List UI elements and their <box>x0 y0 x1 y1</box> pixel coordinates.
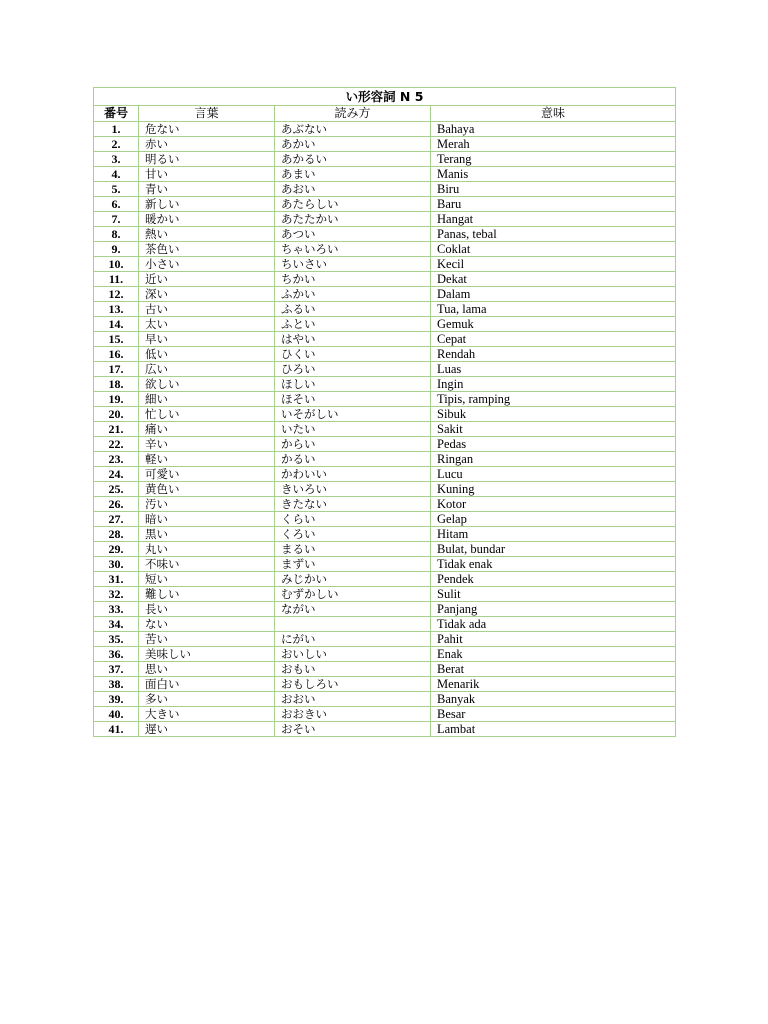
row-meaning: Luas <box>431 362 676 377</box>
row-word: 不味い <box>139 557 275 572</box>
row-reading: きたない <box>275 497 431 512</box>
table-row <box>94 497 676 512</box>
row-number: 20. <box>94 407 139 422</box>
table-row <box>94 392 676 407</box>
row-number: 39. <box>94 692 139 707</box>
row-meaning: Tidak ada <box>431 617 676 632</box>
row-meaning: Menarik <box>431 677 676 692</box>
row-word: 低い <box>139 347 275 362</box>
row-number: 25. <box>94 482 139 497</box>
table-row <box>94 437 676 452</box>
row-number: 22. <box>94 437 139 452</box>
row-meaning: Dekat <box>431 272 676 287</box>
row-word: 忙しい <box>139 407 275 422</box>
row-number: 2. <box>94 137 139 152</box>
row-word: 美味しい <box>139 647 275 662</box>
row-number: 15. <box>94 332 139 347</box>
row-meaning: Ringan <box>431 452 676 467</box>
row-number: 40. <box>94 707 139 722</box>
row-reading: むずかしい <box>275 587 431 602</box>
header-reading: 読み方 <box>275 106 431 122</box>
row-meaning: Tidak enak <box>431 557 676 572</box>
row-reading: はやい <box>275 332 431 347</box>
row-reading: まずい <box>275 557 431 572</box>
row-meaning: Ingin <box>431 377 676 392</box>
row-meaning: Coklat <box>431 242 676 257</box>
row-number: 14. <box>94 317 139 332</box>
table-row <box>94 647 676 662</box>
row-number: 26. <box>94 497 139 512</box>
title-row <box>94 88 676 106</box>
row-word: 甘い <box>139 167 275 182</box>
row-number: 41. <box>94 722 139 737</box>
row-meaning: Sibuk <box>431 407 676 422</box>
row-meaning: Tipis, ramping <box>431 392 676 407</box>
row-word: 広い <box>139 362 275 377</box>
table-row <box>94 707 676 722</box>
row-number: 33. <box>94 602 139 617</box>
row-reading: ひろい <box>275 362 431 377</box>
row-reading: おおい <box>275 692 431 707</box>
row-reading: ふかい <box>275 287 431 302</box>
row-reading: あまい <box>275 167 431 182</box>
table-row <box>94 347 676 362</box>
row-reading: にがい <box>275 632 431 647</box>
row-word: 辛い <box>139 437 275 452</box>
table-row <box>94 617 676 632</box>
vocab-table <box>93 87 676 737</box>
row-reading: ちゃいろい <box>275 242 431 257</box>
row-number: 32. <box>94 587 139 602</box>
row-word: 早い <box>139 332 275 347</box>
row-number: 38. <box>94 677 139 692</box>
row-meaning: Tua, lama <box>431 302 676 317</box>
row-word: 茶色い <box>139 242 275 257</box>
row-number: 7. <box>94 212 139 227</box>
row-reading: くろい <box>275 527 431 542</box>
row-meaning: Pedas <box>431 437 676 452</box>
table-row <box>94 182 676 197</box>
row-reading: まるい <box>275 542 431 557</box>
row-meaning: Kecil <box>431 257 676 272</box>
row-word: 青い <box>139 182 275 197</box>
row-meaning: Bahaya <box>431 122 676 137</box>
row-word: 多い <box>139 692 275 707</box>
row-meaning: Panjang <box>431 602 676 617</box>
table-row <box>94 572 676 587</box>
table-row <box>94 512 676 527</box>
row-word: 暖かい <box>139 212 275 227</box>
table-row <box>94 332 676 347</box>
row-meaning: Banyak <box>431 692 676 707</box>
table-row <box>94 722 676 737</box>
row-word: 大きい <box>139 707 275 722</box>
row-meaning: Sakit <box>431 422 676 437</box>
row-number: 23. <box>94 452 139 467</box>
table-row <box>94 197 676 212</box>
row-number: 28. <box>94 527 139 542</box>
row-reading: みじかい <box>275 572 431 587</box>
header-row <box>94 106 676 122</box>
table-row <box>94 557 676 572</box>
row-meaning: Pahit <box>431 632 676 647</box>
row-reading: いそがしい <box>275 407 431 422</box>
row-word: 細い <box>139 392 275 407</box>
row-number: 11. <box>94 272 139 287</box>
row-reading: ほしい <box>275 377 431 392</box>
header-meaning: 意味 <box>431 106 676 122</box>
table-row <box>94 677 676 692</box>
row-meaning: Baru <box>431 197 676 212</box>
table-title: い形容詞 N 5 <box>94 88 676 106</box>
row-word: 深い <box>139 287 275 302</box>
row-number: 37. <box>94 662 139 677</box>
row-reading: ちかい <box>275 272 431 287</box>
table-row <box>94 287 676 302</box>
row-number: 30. <box>94 557 139 572</box>
row-meaning: Hitam <box>431 527 676 542</box>
row-word: 丸い <box>139 542 275 557</box>
table-row <box>94 212 676 227</box>
row-word: 危ない <box>139 122 275 137</box>
row-meaning: Gelap <box>431 512 676 527</box>
table-row <box>94 227 676 242</box>
row-word: 黄色い <box>139 482 275 497</box>
row-reading <box>275 617 431 632</box>
table-row <box>94 662 676 677</box>
row-reading: あおい <box>275 182 431 197</box>
row-word: 遅い <box>139 722 275 737</box>
row-meaning: Lambat <box>431 722 676 737</box>
row-reading: いたい <box>275 422 431 437</box>
row-number: 8. <box>94 227 139 242</box>
table-row <box>94 152 676 167</box>
row-meaning: Gemuk <box>431 317 676 332</box>
row-number: 36. <box>94 647 139 662</box>
table-row <box>94 137 676 152</box>
row-number: 3. <box>94 152 139 167</box>
row-meaning: Terang <box>431 152 676 167</box>
row-reading: おもしろい <box>275 677 431 692</box>
table-row <box>94 377 676 392</box>
table-row <box>94 602 676 617</box>
row-meaning: Dalam <box>431 287 676 302</box>
row-reading: きいろい <box>275 482 431 497</box>
row-number: 17. <box>94 362 139 377</box>
row-word: 欲しい <box>139 377 275 392</box>
row-number: 1. <box>94 122 139 137</box>
table-row <box>94 242 676 257</box>
table-row <box>94 167 676 182</box>
row-number: 12. <box>94 287 139 302</box>
row-reading: おおきい <box>275 707 431 722</box>
table-row <box>94 422 676 437</box>
table-row <box>94 407 676 422</box>
row-meaning: Hangat <box>431 212 676 227</box>
row-meaning: Biru <box>431 182 676 197</box>
row-word: 近い <box>139 272 275 287</box>
row-word: 古い <box>139 302 275 317</box>
row-meaning: Rendah <box>431 347 676 362</box>
header-number: 番号 <box>94 106 139 122</box>
row-number: 13. <box>94 302 139 317</box>
row-reading: ながい <box>275 602 431 617</box>
header-word: 言葉 <box>139 106 275 122</box>
row-word: 太い <box>139 317 275 332</box>
table-row <box>94 362 676 377</box>
row-word: 軽い <box>139 452 275 467</box>
row-number: 10. <box>94 257 139 272</box>
row-meaning: Panas, tebal <box>431 227 676 242</box>
row-word: 小さい <box>139 257 275 272</box>
row-word: 苦い <box>139 632 275 647</box>
row-number: 6. <box>94 197 139 212</box>
row-word: 明るい <box>139 152 275 167</box>
row-reading: ちいさい <box>275 257 431 272</box>
row-meaning: Sulit <box>431 587 676 602</box>
row-number: 31. <box>94 572 139 587</box>
row-number: 21. <box>94 422 139 437</box>
row-word: 汚い <box>139 497 275 512</box>
row-meaning: Cepat <box>431 332 676 347</box>
row-reading: ほそい <box>275 392 431 407</box>
row-word: 新しい <box>139 197 275 212</box>
row-word: 難しい <box>139 587 275 602</box>
table-row <box>94 272 676 287</box>
table-body <box>94 88 676 737</box>
row-number: 29. <box>94 542 139 557</box>
row-number: 34. <box>94 617 139 632</box>
row-number: 16. <box>94 347 139 362</box>
row-word: 痛い <box>139 422 275 437</box>
table-row <box>94 692 676 707</box>
row-number: 5. <box>94 182 139 197</box>
row-meaning: Bulat, bundar <box>431 542 676 557</box>
row-word: 思い <box>139 662 275 677</box>
row-meaning: Merah <box>431 137 676 152</box>
row-reading: あかい <box>275 137 431 152</box>
table-row <box>94 482 676 497</box>
row-number: 9. <box>94 242 139 257</box>
row-meaning: Berat <box>431 662 676 677</box>
row-meaning: Manis <box>431 167 676 182</box>
table-row <box>94 257 676 272</box>
row-word: 熱い <box>139 227 275 242</box>
row-reading: からい <box>275 437 431 452</box>
row-number: 35. <box>94 632 139 647</box>
row-reading: あつい <box>275 227 431 242</box>
row-meaning: Kotor <box>431 497 676 512</box>
row-word: 面白い <box>139 677 275 692</box>
table-row <box>94 587 676 602</box>
table-row <box>94 542 676 557</box>
row-word: ない <box>139 617 275 632</box>
row-number: 18. <box>94 377 139 392</box>
row-reading: ふるい <box>275 302 431 317</box>
row-reading: ふとい <box>275 317 431 332</box>
row-reading: かわいい <box>275 467 431 482</box>
row-reading: あたたかい <box>275 212 431 227</box>
table-row <box>94 467 676 482</box>
row-word: 赤い <box>139 137 275 152</box>
row-number: 4. <box>94 167 139 182</box>
row-word: 長い <box>139 602 275 617</box>
row-number: 19. <box>94 392 139 407</box>
row-meaning: Enak <box>431 647 676 662</box>
table-row <box>94 452 676 467</box>
row-reading: ひくい <box>275 347 431 362</box>
row-meaning: Besar <box>431 707 676 722</box>
row-reading: あかるい <box>275 152 431 167</box>
row-meaning: Lucu <box>431 467 676 482</box>
row-reading: あぶない <box>275 122 431 137</box>
row-word: 黒い <box>139 527 275 542</box>
row-reading: おもい <box>275 662 431 677</box>
row-reading: あたらしい <box>275 197 431 212</box>
row-reading: かるい <box>275 452 431 467</box>
row-word: 可愛い <box>139 467 275 482</box>
row-reading: おいしい <box>275 647 431 662</box>
row-reading: くらい <box>275 512 431 527</box>
table-row <box>94 122 676 137</box>
table-row <box>94 302 676 317</box>
row-word: 短い <box>139 572 275 587</box>
table-row <box>94 632 676 647</box>
row-word: 暗い <box>139 512 275 527</box>
row-meaning: Kuning <box>431 482 676 497</box>
row-number: 27. <box>94 512 139 527</box>
table-row <box>94 317 676 332</box>
row-meaning: Pendek <box>431 572 676 587</box>
row-number: 24. <box>94 467 139 482</box>
table-row <box>94 527 676 542</box>
row-reading: おそい <box>275 722 431 737</box>
